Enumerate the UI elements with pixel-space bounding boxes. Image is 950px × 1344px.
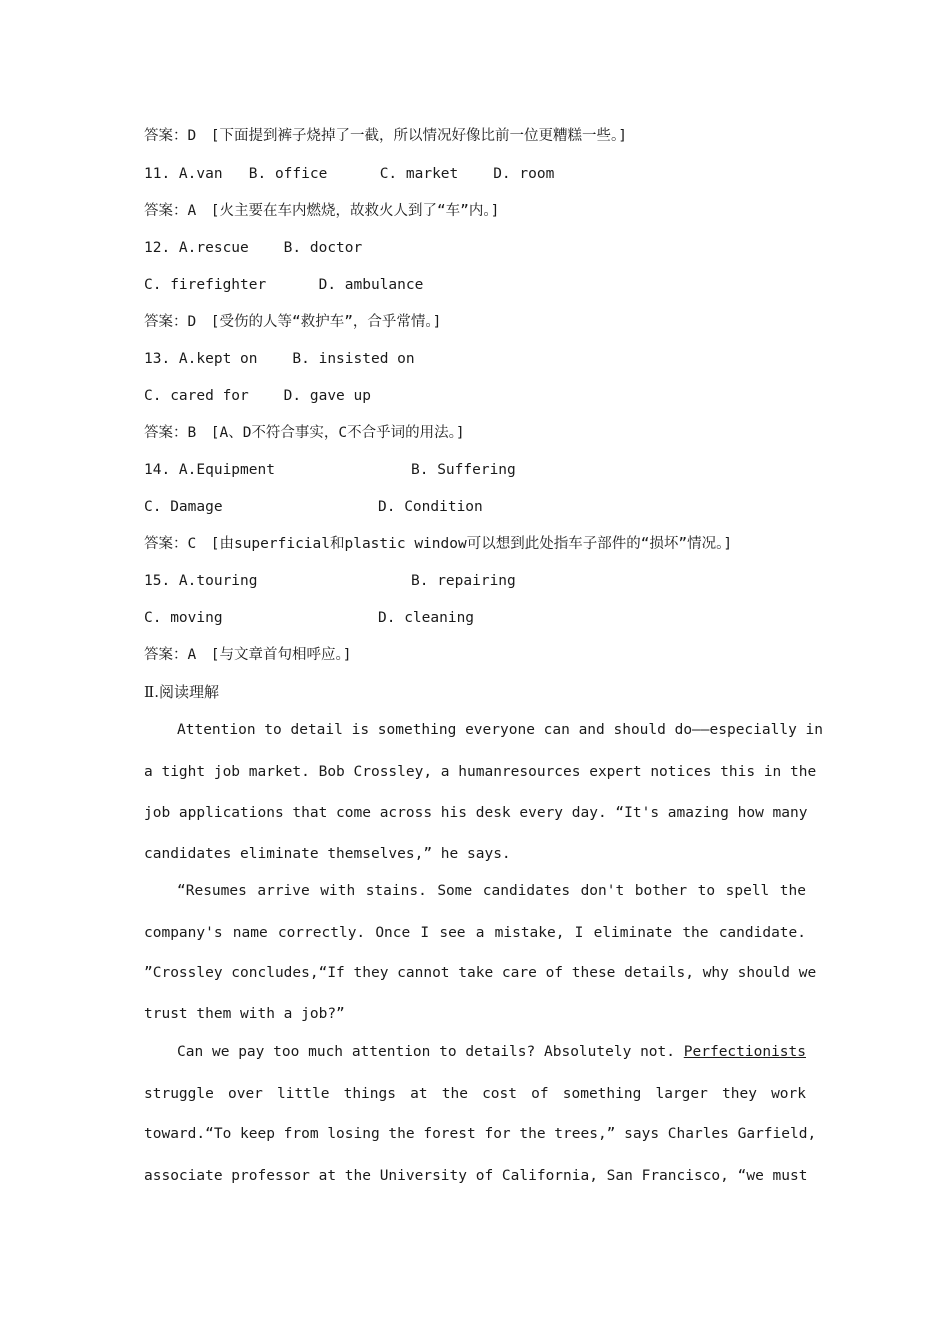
- passage-p3-line-1: [177, 1042, 806, 1062]
- underlined-word-perfectionists: Perfectionists: [683, 1044, 806, 1060]
- answer-10: 答案：D [下面提到裤子烧掉了一截，所以情况好像比前一位更糟糕一些。]: [144, 128, 627, 144]
- answer-15: 答案：A [与文章首句相呼应。]: [144, 647, 352, 663]
- question-13-options-ab: 13. A.kept on B. insisted on: [144, 351, 415, 367]
- passage-p3-line-4: associate professor at the University of California, San Francisco, “we must: [144, 1168, 808, 1184]
- question-15-option-a: 15. A.touring: [144, 573, 258, 589]
- passage-p1-line-1: Attention to detail is something everyone can and should do——especially in: [177, 722, 824, 738]
- passage-p1-line-4: candidates eliminate themselves,” he says.: [144, 846, 511, 862]
- passage-p1-line-3: job applications that come across his desk every day. “It's amazing how many: [144, 805, 808, 821]
- passage-p2-line-3: ”Crossley concludes,“If they cannot take care of these details, why should we: [144, 965, 817, 981]
- section-title-reading: Ⅱ.阅读理解: [144, 683, 219, 701]
- answer-11: 答案：A [火主要在车内燃烧，故救火人到了“车”内。]: [144, 203, 500, 219]
- question-14-option-d: D. Condition: [378, 499, 483, 515]
- question-14-option-b: B. Suffering: [411, 462, 516, 478]
- passage-p2-line-1: “Resumes arrive with stains. Some candidates don't bother to spell the: [177, 883, 806, 899]
- answer-12: 答案：D [受伤的人等“救护车”，合乎常情。]: [144, 314, 442, 330]
- passage-p3-line-2: struggle over little things at the cost of something larger they work: [144, 1086, 806, 1102]
- question-14-option-a: 14. A.Equipment: [144, 462, 275, 478]
- answer-13: 答案：B [A、D不符合事实，C不合乎词的用法。]: [144, 425, 465, 441]
- passage-p1-line-2: a tight job market. Bob Crossley, a humanresources expert notices this in the: [144, 764, 817, 780]
- question-12-options-ab: 12. A.rescue B. doctor: [144, 240, 363, 256]
- answer-14: 答案：C [由superficial和plastic window可以想到此处指车子部件的“损坏”情况。]: [144, 536, 733, 552]
- passage-p2-line-4: trust them with a job?”: [144, 1006, 345, 1022]
- passage-p2-line-2: company's name correctly. Once I see a mistake, I eliminate the candidate.: [144, 925, 806, 941]
- passage-p3-line-3: toward.“To keep from losing the forest for the trees,” says Charles Garfield,: [144, 1126, 817, 1142]
- question-14-option-c: C. Damage: [144, 499, 223, 515]
- question-15-option-d: D. cleaning: [378, 610, 475, 626]
- question-15-option-b: B. repairing: [411, 573, 516, 589]
- question-15-option-c: C. moving: [144, 610, 223, 626]
- passage-p3-text: Can we pay too much attention to details? Absolutely not.: [177, 1044, 675, 1060]
- question-13-options-cd: C. cared for D. gave up: [144, 388, 371, 404]
- question-11: 11. A.van B. office C. market D. room: [144, 166, 555, 182]
- question-12-options-cd: C. firefighter D. ambulance: [144, 277, 424, 293]
